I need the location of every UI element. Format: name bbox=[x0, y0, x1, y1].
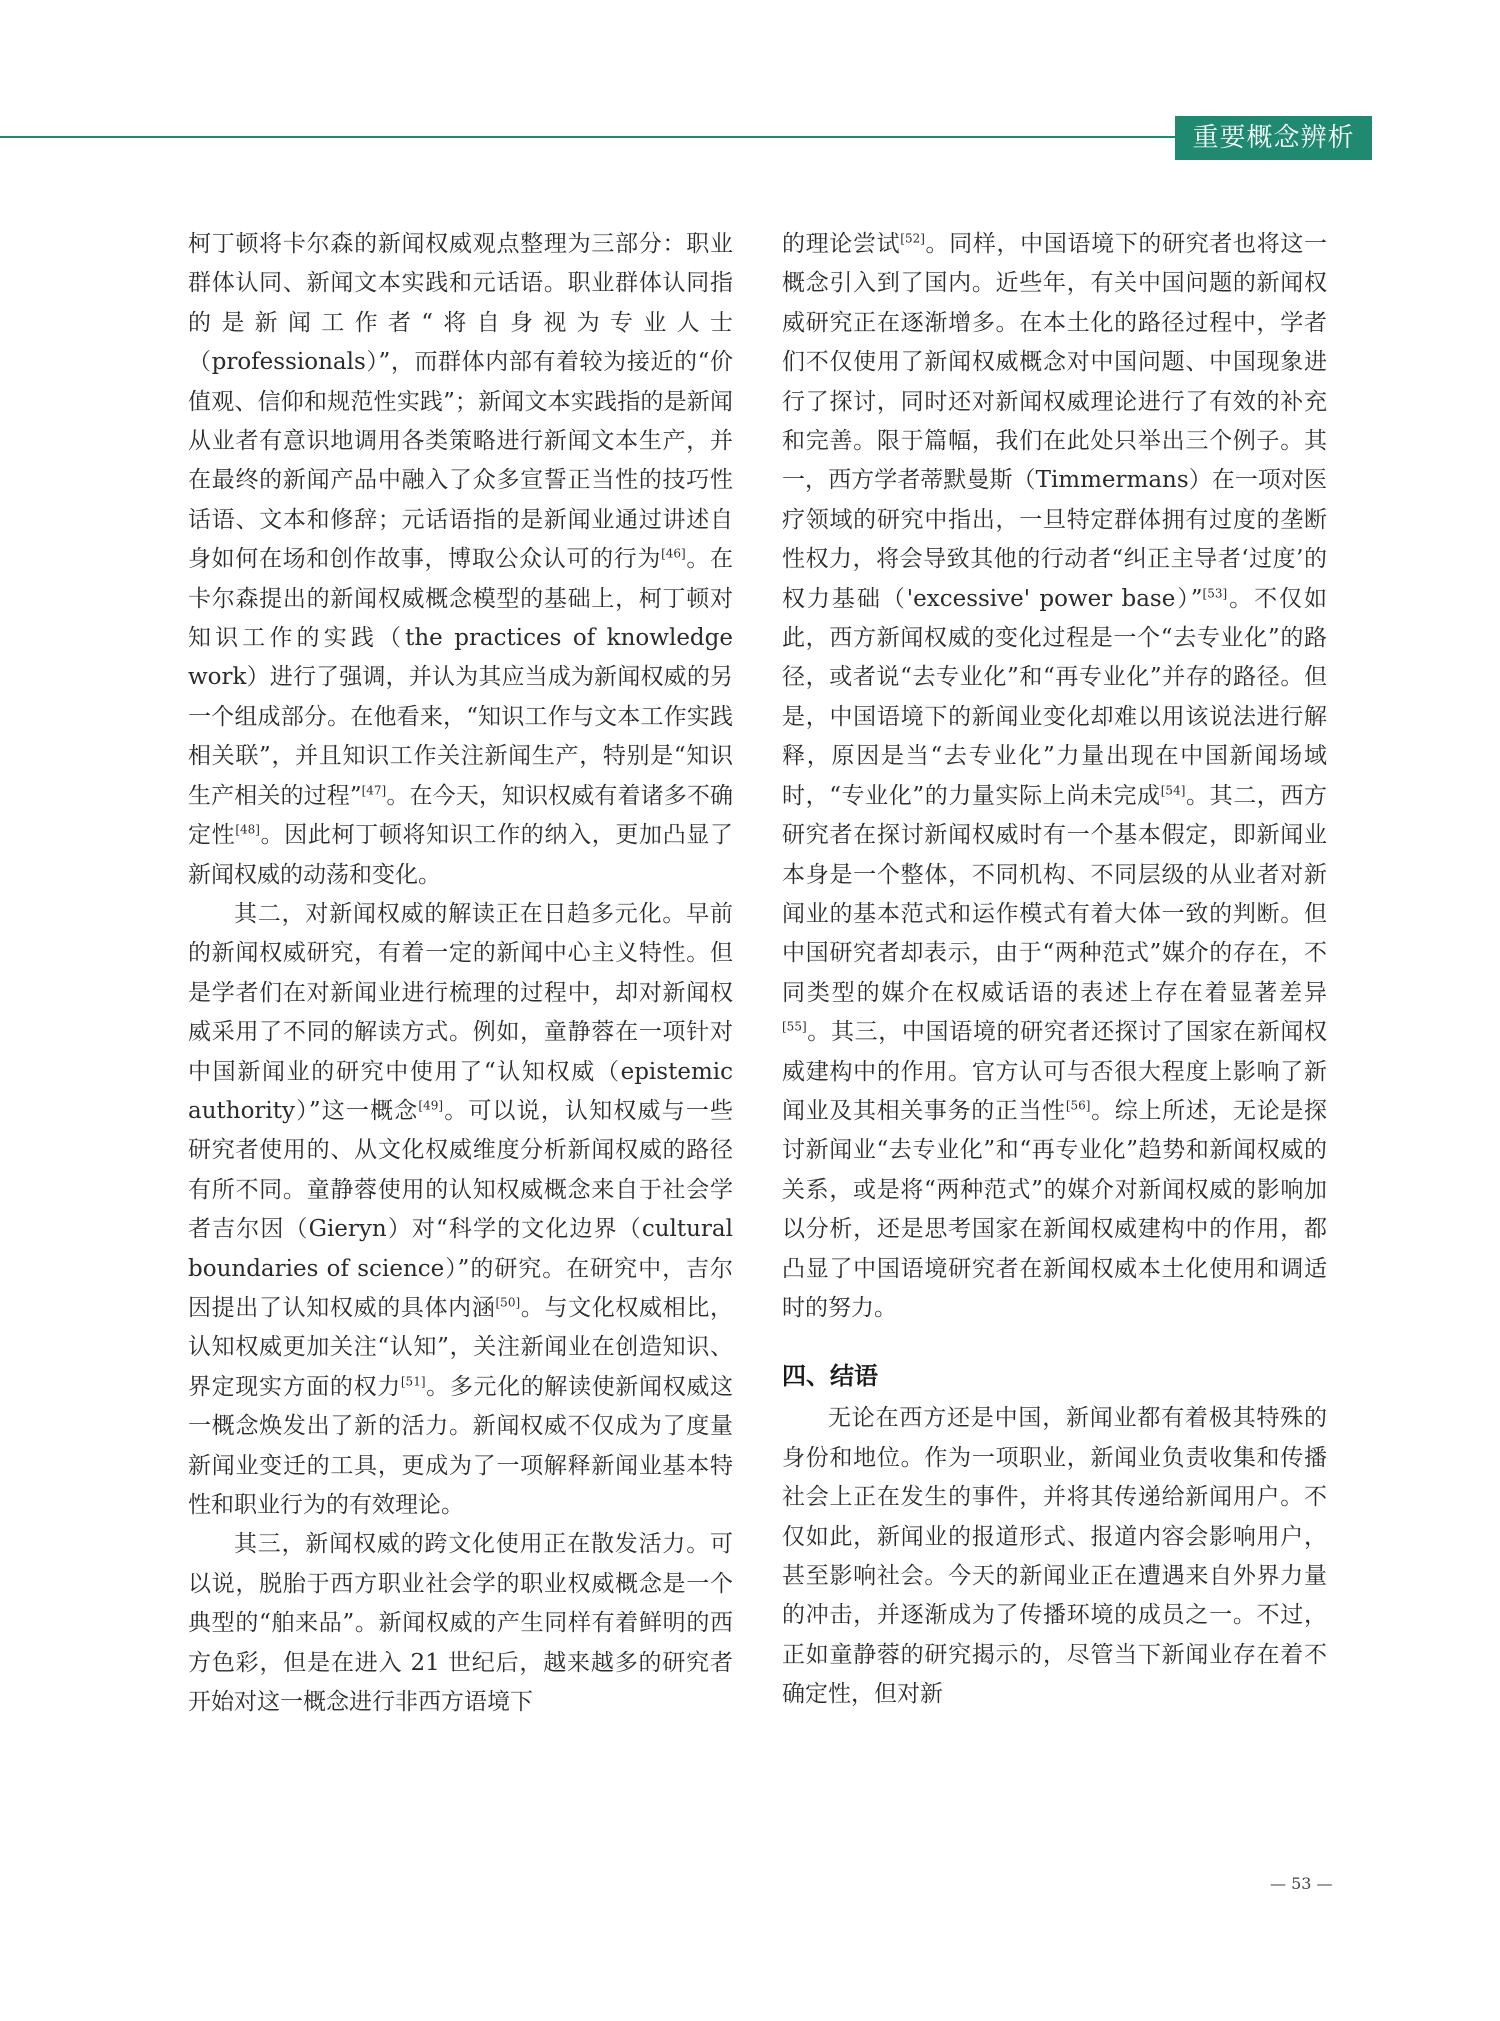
body-paragraph bbox=[188, 225, 733, 895]
paragraph-text: 。可以说，认知权威与一些研究者使用的、从文化权威维度分析新闻权威的路径有所不同。童静蓉使用的认知权威概念来自于社会学者吉尔因（Gieryn）对“科学的文化边界（cultural boundaries of science）”的研究。在研究中，吉尔因提出了认知权威的具体内涵 bbox=[188, 1097, 734, 1321]
citation-ref: [53] bbox=[1202, 586, 1228, 600]
section-tab: 重要概念辨析 bbox=[1175, 116, 1372, 160]
paragraph-text: 。在卡尔森提出的新闻权威概念模型的基础上，柯丁顿对知识工作的实践（the practices of knowledge work）进行了强调，并认为其应当成为新闻权威的另一个组成部分。在他看来，“知识工作与文本工作实践相关联”，并且知识工作关注新闻生产，特别是“知识生产相关的过程” bbox=[188, 546, 734, 809]
citation-ref: [47] bbox=[361, 783, 387, 798]
citation-ref: [54] bbox=[1160, 783, 1186, 798]
paragraph-text: 。不仅如此，西方新闻权威的变化过程是一个“去专业化”的路径，或者说“去专业化”和“再专业化”并存的路径。但是，中国语境下的新闻业变化却难以用该说法进行解释，原因是当“去专业化”力量出现在中国新闻场域时，“专业化”的力量实际上尚未完成 bbox=[782, 585, 1327, 809]
paragraph-text: 。在今天，知识权威有着诸多不确定性 bbox=[188, 782, 734, 849]
conclusion-heading: 四、结语 bbox=[782, 1362, 878, 1391]
paragraph-text: 。综上所述，无论是探讨新闻业“去专业化”和“再专业化”趋势和新闻权威的关系，或是将“两种范式”的媒介对新闻权威的影响加以分析，还是思考国家在新闻权威建构中的作用，都凸显了中国语境研究者在新闻权威本土化使用和调适时的努力。 bbox=[782, 1097, 1328, 1321]
citation-ref: [46] bbox=[661, 546, 686, 561]
citation-ref: [55] bbox=[782, 1019, 807, 1034]
paragraph-text: 。同样，中国语境下的研究者也将这一概念引入到了国内。近些年，有关中国问题的新闻权威研究正在逐渐增多。在本土化的路径过程中，学者们不仅使用了新闻权威概念对中国问题、中国现象进行了探讨，同时还对新闻权威理论进行了有效的补充和完善。限于篇幅，我们在此处只举出三个例子。其一，西方学者蒂默曼斯（Timmermans）在一项对医疗领域的研究中指出，一旦特定群体拥有过度的垄断性权力，将会导致其他的行动者“纠正主导者‘过度’的权力基础（'excessive' power base）” bbox=[782, 231, 1328, 612]
paragraph-text: 柯丁顿将卡尔森的新闻权威观点整理为三部分：职业群体认同、新闻文本实践和元话语。职业群体认同指的是新闻工作者“将自身视为专业人士（professionals）”，而群体内部有着较为接近的“价值观、信仰和规范性实践”；新闻文本实践指的是新闻从业者有意识地调用各类策略进行新闻文本生产，并在最终的新闻产品中融入了众多宣誓正当性的技巧性话语、文本和修辞；元话语指的是新闻业通过讲述自身如何在场和创作故事，博取公众认可的行为 bbox=[188, 231, 733, 573]
paragraph-text: 。其二，西方研究者在探讨新闻权威时有一个基本假定，即新闻业本身是一个整体，不同机构、不同层级的从业者对新闻业的基本范式和运作模式有着大体一致的判断。但中国研究者却表示，由于“两种范式”媒介的存在，不同类型的媒介在权威话语的表述上存在着显著差异 bbox=[782, 782, 1327, 1006]
paragraph-text: 其三，新闻权威的跨文化使用正在散发活力。可以说，脱胎于西方职业社会学的职业权威概念是一个典型的“舶来品”。新闻权威的产生同样有着鲜明的西方色彩，但是在进入 21 世纪后，越来越多的研究者开始对这一概念进行非西方语境下 bbox=[188, 1531, 733, 1716]
conclusion-paragraph: 无论在西方还是中国，新闻业都有着极其特殊的身份和地位。作为一项职业，新闻业负责收集和传播社会上正在发生的事件，并将其传递给新闻用户。不仅如此，新闻业的报道形式、报道内容会影响用户，甚至影响社会。今天的新闻业正在遭遇来自外界力量的冲击，并逐渐成为了传播环境的成员之一。不过，正如童静蓉的研究揭示的，尽管当下新闻业存在着不确定性，但对新 bbox=[782, 1405, 1327, 1708]
body-paragraph bbox=[782, 225, 1327, 1328]
citation-ref: [51] bbox=[400, 1374, 426, 1389]
citation-ref: [56] bbox=[1065, 1098, 1091, 1113]
body-paragraph bbox=[188, 895, 733, 1526]
body-paragraph bbox=[188, 1525, 733, 1722]
paragraph-text: 。多元化的解读使新闻权威这一概念焕发出了新的活力。新闻权威不仅成为了度量新闻业变迁的工具，更成为了一项解释新闻业基本特性和职业行为的有效理论。 bbox=[188, 1373, 734, 1518]
citation-ref: [49] bbox=[418, 1098, 444, 1113]
citation-ref: [52] bbox=[900, 231, 925, 246]
citation-ref: [48] bbox=[235, 822, 260, 837]
header-rule bbox=[0, 136, 1180, 138]
paragraph-text: 其二，对新闻权威的解读正在日趋多元化。早前的新闻权威研究，有着一定的新闻中心主义特性。但是学者们在对新闻业进行梳理的过程中，却对新闻权威采用了不同的解读方式。例如，童静蓉在一项针对中国新闻业的研究中使用了“认知权威（epistemic authority）”这一概念 bbox=[188, 900, 733, 1124]
paragraph-text: 。因此柯丁顿将知识工作的纳入，更加凸显了新闻权威的动荡和变化。 bbox=[188, 822, 734, 888]
right-column-body bbox=[782, 225, 1327, 1328]
paragraph-text: 的理论尝试 bbox=[782, 231, 901, 257]
left-column bbox=[188, 225, 733, 1722]
citation-ref: [50] bbox=[495, 1295, 521, 1310]
page-number: — 53 — bbox=[1270, 1874, 1333, 1893]
paragraph-text: 。与文化权威相比，认知权威更加关注“认知”，关注新闻业在创造知识、界定现实方面的权力 bbox=[188, 1294, 734, 1400]
paragraph-text: 。其三，中国语境的研究者还探讨了国家在新闻权威建构中的作用。官方认可与否很大程度上影响了新闻业及其相关事务的正当性 bbox=[782, 1019, 1327, 1124]
right-column bbox=[782, 225, 1327, 1715]
